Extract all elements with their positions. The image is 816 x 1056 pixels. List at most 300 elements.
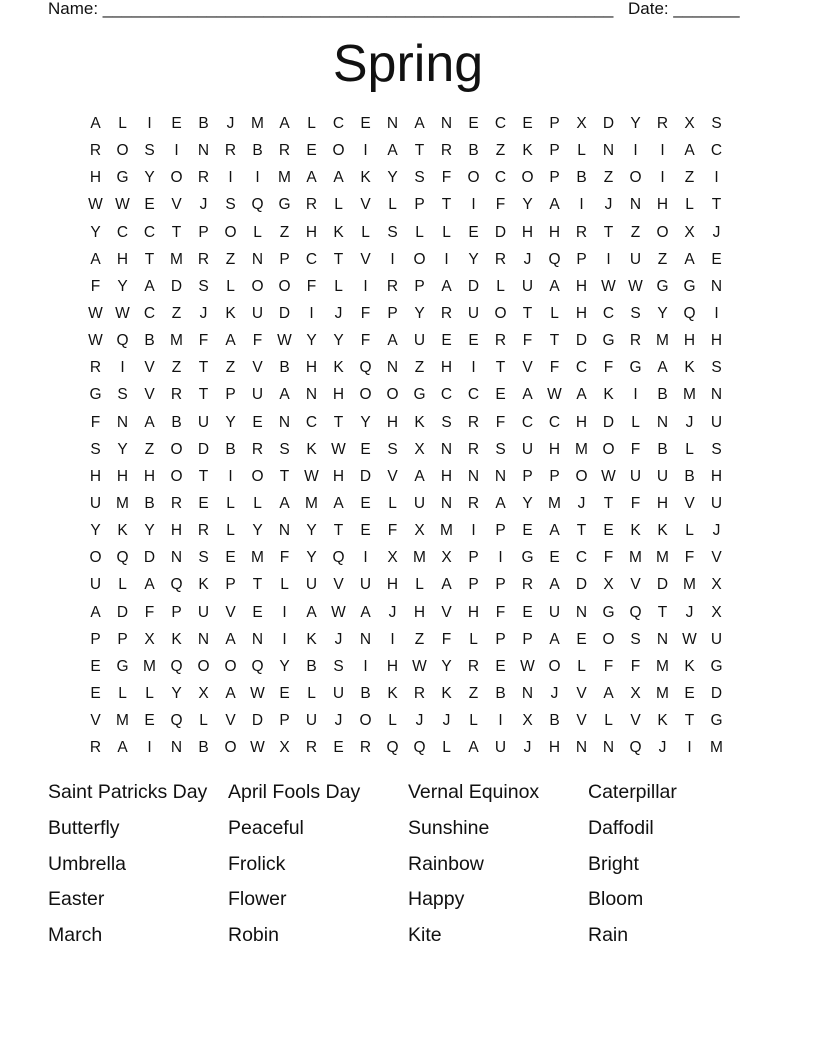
- grid-letter: I: [660, 169, 665, 187]
- grid-letter: F: [360, 332, 371, 350]
- grid-letter: H: [548, 223, 561, 241]
- grid-letter: A: [144, 576, 155, 594]
- grid-letter: Y: [441, 657, 452, 675]
- grid-letter: C: [467, 386, 480, 404]
- grid-letter: Q: [170, 657, 183, 675]
- grid-letter: U: [629, 250, 642, 268]
- grid-letter: I: [687, 739, 692, 757]
- grid-letter: C: [332, 115, 345, 132]
- grid-letter: M: [440, 522, 453, 540]
- grid-letter: Y: [522, 494, 533, 512]
- grid-letter: J: [523, 739, 532, 757]
- grid-letter: O: [251, 277, 264, 295]
- grid-letter: R: [305, 196, 318, 214]
- grid-letter: H: [332, 386, 345, 404]
- grid-letter: A: [387, 142, 398, 160]
- grid-letter: T: [333, 250, 344, 268]
- grid-letter: L: [118, 576, 127, 594]
- grid-letter: E: [90, 657, 101, 675]
- grid-letter: H: [575, 413, 588, 431]
- grid-letter: O: [224, 739, 237, 757]
- grid-letter: B: [468, 142, 479, 160]
- grid-letter: G: [656, 277, 669, 295]
- grid-letter: R: [656, 115, 669, 132]
- grid-letter: T: [333, 522, 344, 540]
- grid-letter: K: [684, 657, 695, 675]
- grid-letter: K: [333, 359, 344, 377]
- grid-letter: O: [359, 386, 372, 404]
- grid-letter: B: [576, 169, 587, 187]
- grid-letter: A: [117, 739, 128, 757]
- grid-letter: H: [710, 467, 723, 485]
- grid-letter: G: [683, 277, 696, 295]
- grid-letter: E: [279, 684, 290, 702]
- grid-letter: H: [89, 467, 102, 485]
- grid-letter: E: [252, 603, 263, 621]
- grid-letter: L: [307, 115, 316, 132]
- grid-letter: O: [494, 304, 507, 322]
- grid-letter: I: [471, 359, 476, 377]
- grid-letter: D: [710, 684, 723, 702]
- grid-letter: Q: [683, 304, 696, 322]
- grid-letter: N: [197, 142, 210, 160]
- grid-letter: T: [711, 196, 722, 214]
- grid-letter: Y: [306, 549, 317, 567]
- grid-letter: J: [334, 304, 343, 322]
- grid-letter: M: [656, 332, 669, 350]
- grid-letter: K: [414, 413, 425, 431]
- grid-letter: N: [170, 739, 183, 757]
- grid-letter: O: [170, 440, 183, 458]
- grid-letter: B: [171, 413, 182, 431]
- grid-letter: L: [469, 630, 478, 648]
- grid-letter: G: [629, 359, 642, 377]
- grid-letter: P: [495, 576, 506, 594]
- grid-letter: H: [440, 467, 453, 485]
- grid-letter: X: [630, 684, 641, 702]
- grid-letter: O: [656, 223, 669, 241]
- grid-letter: F: [198, 332, 209, 350]
- grid-letter: M: [683, 386, 696, 404]
- grid-letter: O: [602, 630, 615, 648]
- grid-letter: A: [549, 277, 560, 295]
- grid-letter: S: [414, 169, 425, 187]
- grid-letter: F: [144, 603, 155, 621]
- grid-letter: A: [387, 332, 398, 350]
- grid-letter: G: [521, 549, 534, 567]
- grid-letter: N: [467, 467, 480, 485]
- grid-letter: M: [143, 657, 156, 675]
- grid-letter: V: [684, 494, 695, 512]
- grid-letter: L: [199, 712, 208, 730]
- grid-letter: R: [278, 142, 291, 160]
- grid-letter: Z: [171, 304, 182, 322]
- grid-letter: M: [656, 657, 669, 675]
- grid-letter: N: [305, 386, 318, 404]
- grid-letter: N: [710, 277, 723, 295]
- grid-letter: W: [115, 304, 130, 322]
- grid-letter: I: [147, 739, 152, 757]
- grid-letter: K: [225, 304, 236, 322]
- grid-letter: V: [576, 712, 587, 730]
- grid-letter: K: [117, 522, 128, 540]
- grid-letter: X: [711, 576, 722, 594]
- grid-letter: M: [116, 494, 129, 512]
- grid-letter: J: [523, 250, 532, 268]
- grid-letter: S: [144, 142, 155, 160]
- date-field-label: Date: _______: [628, 0, 740, 18]
- grid-letter: L: [469, 712, 478, 730]
- grid-letter: A: [549, 196, 560, 214]
- grid-letter: K: [306, 440, 317, 458]
- grid-letter: A: [360, 603, 371, 621]
- grid-letter: W: [601, 277, 616, 295]
- grid-letter: I: [228, 169, 233, 187]
- grid-letter: B: [198, 115, 209, 132]
- grid-letter: Q: [170, 712, 183, 730]
- grid-letter: M: [116, 712, 129, 730]
- grid-letter: M: [170, 250, 183, 268]
- grid-letter: J: [226, 115, 235, 132]
- grid-letter: R: [467, 657, 480, 675]
- grid-letter: O: [89, 549, 102, 567]
- grid-letter: B: [279, 359, 290, 377]
- grid-letter: M: [656, 684, 669, 702]
- grid-letter: L: [496, 277, 505, 295]
- grid-letter: V: [522, 359, 533, 377]
- word-bank-item: March: [48, 924, 103, 947]
- grid-letter: U: [413, 332, 426, 350]
- grid-letter: O: [251, 467, 264, 485]
- grid-letter: I: [309, 304, 314, 322]
- grid-letter: Y: [657, 304, 668, 322]
- grid-letter: E: [603, 522, 614, 540]
- grid-letter: N: [359, 630, 372, 648]
- grid-letter: P: [468, 549, 479, 567]
- grid-letter: Y: [90, 522, 101, 540]
- grid-letter: R: [494, 332, 507, 350]
- grid-letter: A: [306, 169, 317, 187]
- grid-letter: L: [145, 684, 154, 702]
- word-search-grid: [82, 110, 730, 761]
- grid-letter: T: [495, 359, 506, 377]
- grid-letter: W: [88, 304, 103, 322]
- grid-letter: U: [548, 603, 561, 621]
- grid-letter: A: [549, 522, 560, 540]
- grid-letter: L: [388, 712, 397, 730]
- grid-letter: T: [279, 467, 290, 485]
- grid-letter: I: [363, 549, 368, 567]
- grid-letter: X: [684, 223, 695, 241]
- grid-letter: S: [387, 223, 398, 241]
- grid-letter: H: [386, 576, 399, 594]
- word-bank-item: Sunshine: [408, 816, 490, 839]
- grid-letter: Y: [144, 522, 155, 540]
- grid-letter: L: [442, 223, 451, 241]
- grid-letter: L: [415, 223, 424, 241]
- grid-letter: H: [575, 277, 588, 295]
- grid-letter: Z: [225, 359, 236, 377]
- grid-letter: V: [630, 712, 641, 730]
- grid-letter: Q: [629, 603, 642, 621]
- name-field-label: Name: ______________________________________________________: [48, 0, 614, 18]
- grid-letter: K: [387, 684, 398, 702]
- grid-letter: A: [306, 603, 317, 621]
- grid-letter: R: [467, 440, 480, 458]
- grid-letter: W: [88, 332, 103, 350]
- grid-letter: I: [174, 142, 179, 160]
- grid-letter: H: [656, 494, 669, 512]
- grid-letter: L: [415, 576, 424, 594]
- grid-letter: L: [361, 223, 370, 241]
- grid-letter: V: [360, 196, 371, 214]
- grid-letter: O: [197, 657, 210, 675]
- grid-letter: U: [467, 304, 480, 322]
- grid-letter: T: [549, 332, 560, 350]
- grid-letter: X: [684, 115, 695, 132]
- grid-letter: N: [278, 522, 291, 540]
- grid-letter: J: [199, 196, 208, 214]
- grid-letter: C: [494, 115, 507, 132]
- grid-letter: F: [279, 549, 290, 567]
- grid-letter: Z: [657, 250, 668, 268]
- grid-letter: W: [250, 684, 265, 702]
- grid-letter: A: [603, 684, 614, 702]
- grid-letter: Y: [306, 332, 317, 350]
- grid-letter: P: [279, 712, 290, 730]
- grid-letter: U: [197, 413, 210, 431]
- grid-letter: C: [116, 223, 129, 241]
- grid-letter: N: [629, 196, 642, 214]
- grid-letter: P: [225, 576, 236, 594]
- grid-letter: P: [414, 196, 425, 214]
- grid-letter: N: [710, 386, 723, 404]
- grid-letter: H: [143, 467, 156, 485]
- grid-letter: N: [602, 739, 615, 757]
- grid-letter: H: [89, 169, 102, 187]
- grid-letter: D: [656, 576, 669, 594]
- grid-letter: F: [603, 657, 614, 675]
- word-bank-item: Caterpillar: [588, 781, 677, 803]
- grid-letter: P: [549, 467, 560, 485]
- grid-letter: C: [305, 413, 318, 431]
- grid-letter: Y: [117, 440, 128, 458]
- grid-letter: D: [278, 304, 291, 322]
- grid-letter: I: [444, 250, 449, 268]
- grid-letter: L: [226, 494, 235, 512]
- grid-letter: S: [117, 386, 128, 404]
- grid-letter: L: [334, 196, 343, 214]
- grid-letter: T: [414, 142, 425, 160]
- grid-letter: Q: [386, 739, 399, 757]
- grid-letter: D: [143, 549, 156, 567]
- grid-letter: F: [603, 549, 614, 567]
- grid-letter: V: [225, 712, 236, 730]
- grid-letter: P: [549, 142, 560, 160]
- grid-letter: M: [305, 494, 318, 512]
- grid-letter: F: [306, 277, 317, 295]
- grid-letter: U: [332, 684, 345, 702]
- grid-letter: E: [306, 142, 317, 160]
- grid-letter: U: [521, 277, 534, 295]
- grid-letter: I: [147, 115, 152, 132]
- grid-letter: R: [89, 739, 102, 757]
- grid-letter: A: [333, 169, 344, 187]
- grid-letter: L: [307, 684, 316, 702]
- grid-letter: D: [251, 712, 264, 730]
- grid-letter: P: [90, 630, 101, 648]
- grid-letter: Q: [116, 332, 129, 350]
- grid-letter: M: [251, 115, 264, 132]
- grid-letter: I: [498, 712, 503, 730]
- grid-letter: O: [170, 169, 183, 187]
- grid-letter: V: [711, 549, 722, 567]
- grid-letter: E: [495, 386, 506, 404]
- grid-letter: A: [657, 359, 668, 377]
- page-title: Spring: [332, 35, 484, 93]
- grid-letter: A: [144, 277, 155, 295]
- grid-letter: O: [332, 142, 345, 160]
- grid-letter: E: [522, 603, 533, 621]
- grid-letter: V: [225, 603, 236, 621]
- grid-letter: K: [657, 712, 668, 730]
- grid-letter: M: [548, 494, 561, 512]
- word-bank-item: Happy: [408, 888, 465, 911]
- grid-letter: A: [441, 277, 452, 295]
- grid-letter: A: [414, 115, 425, 132]
- grid-letter: C: [575, 359, 588, 377]
- grid-letter: M: [656, 549, 669, 567]
- grid-letter: H: [170, 522, 183, 540]
- grid-letter: E: [144, 196, 155, 214]
- word-bank-item: April Fools Day: [228, 781, 361, 803]
- grid-letter: S: [630, 304, 641, 322]
- grid-letter: R: [170, 386, 183, 404]
- grid-letter: P: [576, 250, 587, 268]
- grid-letter: C: [602, 304, 615, 322]
- grid-letter: Y: [90, 223, 101, 241]
- grid-letter: W: [628, 277, 643, 295]
- grid-letter: A: [144, 413, 155, 431]
- grid-letter: Y: [414, 304, 425, 322]
- grid-letter: R: [170, 494, 183, 512]
- grid-letter: L: [442, 739, 451, 757]
- grid-letter: H: [683, 332, 696, 350]
- grid-letter: N: [116, 413, 129, 431]
- grid-letter: S: [711, 115, 722, 132]
- grid-letter: N: [197, 630, 210, 648]
- grid-letter: X: [279, 739, 290, 757]
- grid-letter: T: [603, 223, 614, 241]
- grid-letter: U: [413, 494, 426, 512]
- grid-letter: I: [498, 549, 503, 567]
- grid-letter: E: [495, 657, 506, 675]
- word-bank-item: Kite: [408, 924, 442, 947]
- grid-letter: L: [604, 712, 613, 730]
- grid-letter: N: [602, 142, 615, 160]
- grid-letter: X: [603, 576, 614, 594]
- grid-letter: T: [144, 250, 155, 268]
- grid-letter: E: [225, 549, 236, 567]
- grid-letter: W: [277, 332, 292, 350]
- grid-letter: I: [471, 196, 476, 214]
- grid-letter: H: [548, 440, 561, 458]
- grid-letter: P: [387, 304, 398, 322]
- grid-letter: B: [657, 386, 668, 404]
- grid-letter: E: [468, 115, 479, 132]
- grid-letter: I: [660, 142, 665, 160]
- grid-letter: W: [88, 196, 103, 214]
- grid-letter: W: [250, 739, 265, 757]
- grid-letter: J: [712, 223, 721, 241]
- grid-letter: F: [630, 494, 641, 512]
- grid-letter: T: [252, 576, 263, 594]
- grid-letter: H: [710, 332, 723, 350]
- grid-letter: Z: [630, 223, 641, 241]
- grid-letter: J: [577, 494, 586, 512]
- grid-letter: O: [629, 169, 642, 187]
- grid-letter: J: [199, 304, 208, 322]
- grid-letter: F: [495, 603, 506, 621]
- grid-letter: H: [116, 467, 129, 485]
- grid-letter: A: [414, 467, 425, 485]
- grid-letter: G: [710, 657, 723, 675]
- grid-letter: I: [714, 304, 719, 322]
- grid-letter: N: [251, 630, 264, 648]
- grid-letter: S: [630, 630, 641, 648]
- grid-letter: L: [253, 223, 262, 241]
- grid-letter: O: [224, 657, 237, 675]
- word-bank-item: Frolick: [228, 852, 286, 875]
- grid-letter: E: [576, 630, 587, 648]
- grid-letter: F: [441, 169, 452, 187]
- grid-letter: N: [386, 115, 399, 132]
- grid-letter: A: [495, 494, 506, 512]
- grid-letter: T: [441, 196, 452, 214]
- grid-letter: R: [575, 223, 588, 241]
- grid-letter: L: [226, 277, 235, 295]
- grid-letter: T: [576, 522, 587, 540]
- grid-letter: W: [304, 467, 319, 485]
- grid-letter: P: [117, 630, 128, 648]
- grid-letter: Q: [251, 196, 264, 214]
- grid-letter: R: [386, 277, 399, 295]
- grid-letter: C: [521, 413, 534, 431]
- grid-letter: Z: [603, 169, 614, 187]
- grid-letter: A: [684, 142, 695, 160]
- grid-letter: P: [225, 386, 236, 404]
- grid-letter: U: [305, 712, 318, 730]
- grid-letter: M: [251, 549, 264, 567]
- grid-letter: V: [360, 250, 371, 268]
- grid-letter: C: [548, 413, 561, 431]
- grid-letter: A: [522, 386, 533, 404]
- grid-letter: E: [522, 115, 533, 132]
- grid-letter: B: [144, 494, 155, 512]
- grid-letter: A: [549, 630, 560, 648]
- word-bank: [48, 776, 768, 955]
- grid-letter: C: [143, 304, 156, 322]
- grid-letter: S: [711, 359, 722, 377]
- grid-letter: W: [412, 657, 427, 675]
- grid-letter: N: [386, 359, 399, 377]
- grid-letter: I: [390, 630, 395, 648]
- grid-letter: J: [334, 712, 343, 730]
- grid-letter: O: [359, 712, 372, 730]
- grid-letter: C: [440, 386, 453, 404]
- word-bank-item: Saint Patricks Day: [48, 781, 208, 803]
- grid-letter: Y: [306, 522, 317, 540]
